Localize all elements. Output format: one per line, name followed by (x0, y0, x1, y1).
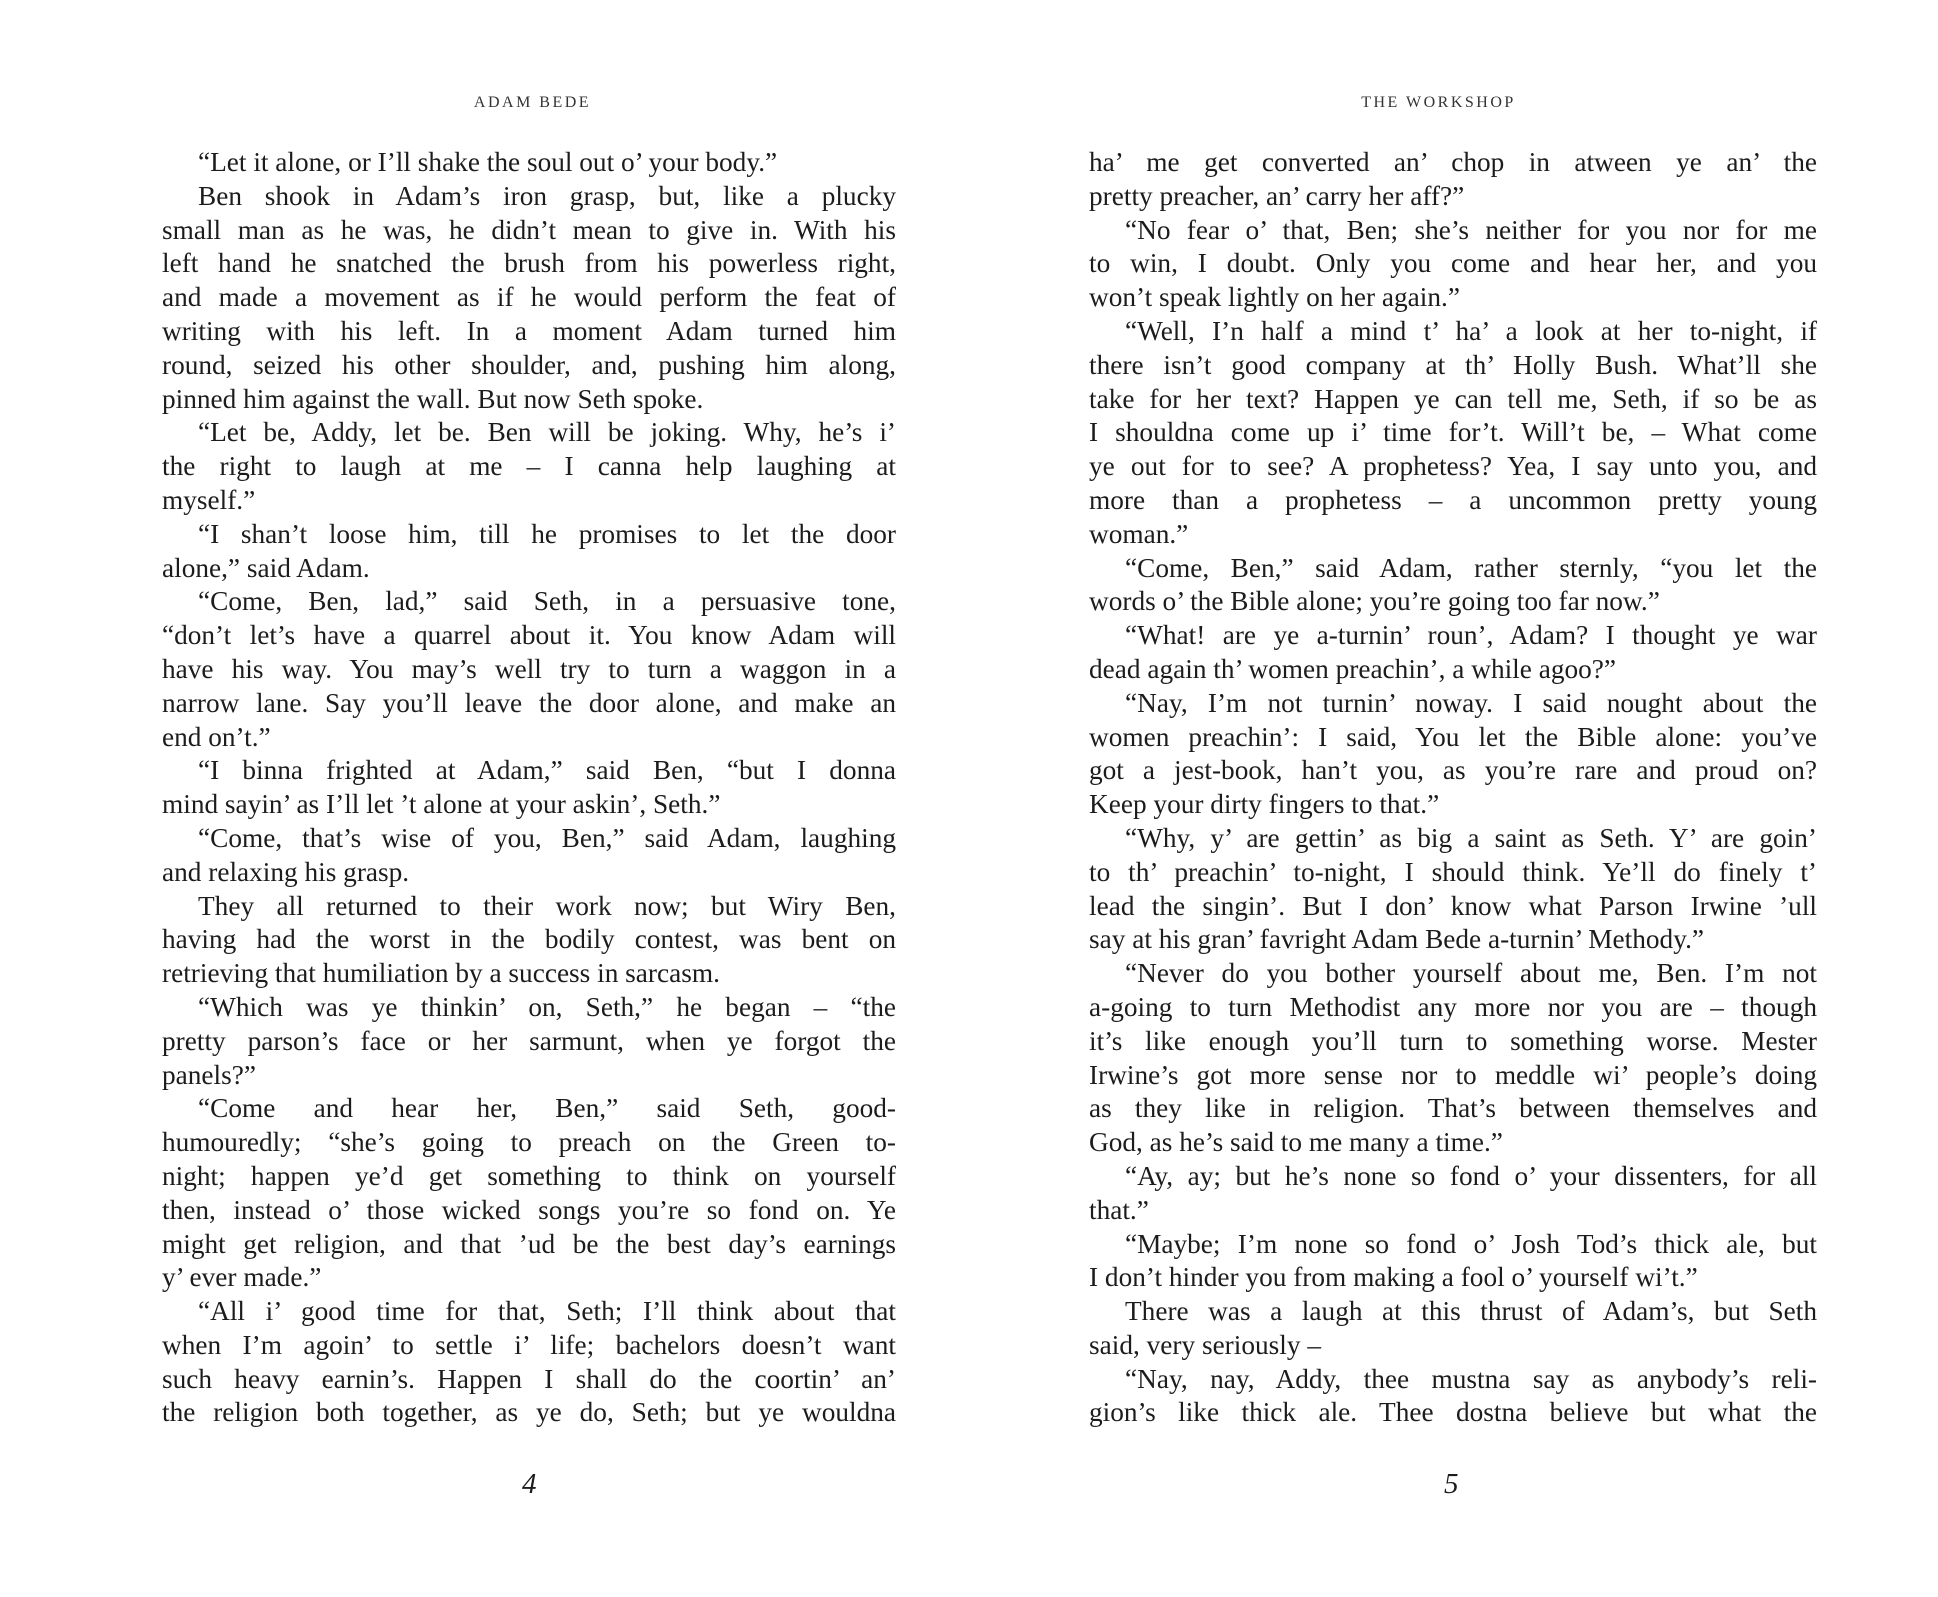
text-line: “Let be, Addy, let be. Ben will be joking. Why, he’s i’ (198, 417, 896, 448)
text-line: and made a movement as if he would perform the feat of (162, 282, 896, 313)
text-line: have his way. You may’s well try to turn a waggon in a (162, 653, 896, 684)
text-line: “What! are ye a-turnin’ roun’, Adam? I thought ye war (1125, 620, 1817, 651)
text-line: said, very seriously – (1089, 1329, 1321, 1360)
text-line: round, seized his other shoulder, and, pushing him along, (162, 349, 896, 380)
text-line: “Come, Ben,” said Adam, rather sternly, “you let the (1125, 552, 1817, 583)
text-line: “Why, y’ are gettin’ as big a saint as Seth. Y’ are goin’ (1125, 822, 1817, 853)
text-line: retrieving that humiliation by a success in sarcasm. (162, 958, 720, 989)
page-number: 5 (1444, 1468, 1459, 1500)
text-line: “Come, Ben, lad,” said Seth, in a persuasive tone, (198, 586, 896, 617)
text-line: They all returned to their work now; but Wiry Ben, (198, 890, 896, 921)
text-line: then, instead o’ those wicked songs you’re so fond on. Ye (162, 1194, 896, 1225)
text-line: “Which was ye thinkin’ on, Seth,” he began – “the (198, 991, 896, 1022)
text-line: end on’t.” (162, 721, 271, 752)
text-line: more than a prophetess – a uncommon pretty young (1089, 484, 1817, 515)
text-line: ha’ me get converted an’ chop in atween ye an’ the (1089, 147, 1817, 177)
text-line: Irwine’s got more sense nor to meddle wi’ people’s doing (1089, 1059, 1817, 1090)
text-line: there isn’t good company at th’ Holly Bush. What’ll she (1089, 349, 1817, 380)
text-line: left hand he snatched the brush from his powerless right, (162, 248, 896, 279)
text-line: pretty preacher, an’ carry her aff?” (1089, 180, 1465, 211)
text-line: “All i’ good time for that, Seth; I’ll think about that (198, 1296, 896, 1327)
text-line: “Nay, nay, Addy, thee mustna say as anybody’s reli- (1125, 1363, 1817, 1394)
text-line: take for her text? Happen ye can tell me, Seth, if so be as (1089, 383, 1817, 414)
text-line: women preachin’: I said, You let the Bible alone: you’ve (1089, 721, 1817, 752)
text-line: when I’m agoin’ to settle i’ life; bachelors doesn’t want (162, 1329, 896, 1360)
text-line: pretty parson’s face or her sarmunt, when ye forgot the (162, 1025, 896, 1056)
text-line: dead again th’ women preachin’, a while agoo?” (1089, 653, 1616, 684)
text-line: say at his gran’ favright Adam Bede a-turnin’ Methody.” (1089, 924, 1705, 955)
text-line: lead the singin’. But I don’ know what Parson Irwine ’ull (1089, 890, 1817, 921)
text-line: that.” (1089, 1194, 1149, 1225)
text-line: pinned him against the wall. But now Seth spoke. (162, 383, 704, 414)
text-line: to th’ preachin’ to-night, I should think. Ye’ll do finely t’ (1089, 856, 1817, 887)
text-line: such heavy earnin’s. Happen I shall do the coortin’ an’ (162, 1363, 896, 1394)
text-line: “Maybe; I’m none so fond o’ Josh Tod’s thick ale, but (1125, 1228, 1817, 1259)
text-line: night; happen ye’d get something to think on yourself (162, 1160, 896, 1191)
text-line: a-going to turn Methodist any more nor you are – though (1089, 991, 1817, 1022)
text-line: myself.” (162, 484, 256, 515)
text-line: I shouldna come up i’ time for’t. Will’t be, – What come (1089, 417, 1817, 448)
text-line: it’s like enough you’ll turn to something worse. Mester (1089, 1025, 1817, 1056)
page-text (1089, 146, 1817, 1430)
running-head: THE WORKSHOP (1361, 94, 1516, 111)
text-line: “Come, that’s wise of you, Ben,” said Adam, laughing (198, 822, 896, 853)
text-line: “I shan’t loose him, till he promises to let the door (198, 518, 896, 549)
text-line: the religion both together, as ye do, Seth; but ye wouldna (162, 1397, 896, 1428)
text-line: Keep your dirty fingers to that.” (1089, 789, 1440, 820)
text-line: mind sayin’ as I’ll let ’t alone at your askin’, Seth.” (162, 789, 721, 820)
text-line: words o’ the Bible alone; you’re going too far now.” (1089, 586, 1660, 617)
text-line: “Never do you bother yourself about me, Ben. I’m not (1125, 958, 1817, 989)
text-line: There was a laugh at this thrust of Adam’s, but Seth (1125, 1296, 1817, 1327)
text-line: “No fear o’ that, Ben; she’s neither for you nor for me (1125, 214, 1817, 245)
text-line: “don’t let’s have a quarrel about it. You know Adam will (162, 620, 896, 651)
text-line: the right to laugh at me – I canna help laughing at (162, 451, 896, 482)
page-text (162, 146, 896, 1430)
text-line: y’ ever made.” (162, 1262, 322, 1293)
text-line: “Nay, I’m not turnin’ noway. I said nought about the (1125, 687, 1817, 718)
text-line: God, as he’s said to me many a time.” (1089, 1127, 1503, 1158)
text-line: narrow lane. Say you’ll leave the door alone, and make an (162, 687, 896, 718)
text-line: “Ay, ay; but he’s none so fond o’ your dissenters, for all (1125, 1160, 1817, 1191)
text-line: to win, I doubt. Only you come and hear her, and you (1089, 248, 1817, 279)
text-line: “Well, I’n half a mind t’ ha’ a look at her to-night, if (1125, 315, 1817, 346)
text-line: “Let it alone, or I’ll shake the soul out o’ your body.” (198, 147, 778, 177)
text-line: having had the worst in the bodily contest, was bent on (162, 924, 896, 955)
text-line: gion’s like thick ale. Thee dostna believe but what the (1089, 1397, 1817, 1428)
text-line: as they like in religion. That’s between themselves and (1089, 1093, 1817, 1124)
page-number: 4 (522, 1468, 537, 1500)
text-line: alone,” said Adam. (162, 552, 370, 583)
text-line: small man as he was, he didn’t mean to give in. With his (162, 214, 896, 245)
text-line: Ben shook in Adam’s iron grasp, but, like a plucky (198, 180, 896, 211)
text-line: might get religion, and that ’ud be the best day’s earnings (162, 1228, 896, 1259)
running-head: ADAM BEDE (473, 94, 592, 111)
text-line: “Come and hear her, Ben,” said Seth, good- (198, 1093, 896, 1124)
text-line: ye out for to see? A prophetess? Yea, I say unto you, and (1089, 451, 1817, 482)
right-page (969, 0, 1938, 1597)
text-line: I don’t hinder you from making a fool o’ yourself wi’t.” (1089, 1262, 1698, 1293)
text-line: and relaxing his grasp. (162, 856, 410, 887)
text-line: woman.” (1089, 518, 1189, 549)
text-line: got a jest-book, han’t you, as you’re rare and proud on? (1089, 755, 1817, 786)
text-line: humouredly; “she’s going to preach on the Green to- (162, 1127, 896, 1158)
text-line: panels?” (162, 1059, 256, 1090)
text-line: writing with his left. In a moment Adam turned him (162, 315, 896, 346)
text-line: “I binna frighted at Adam,” said Ben, “but I donna (198, 755, 896, 786)
text-line: won’t speak lightly on her again.” (1089, 282, 1460, 313)
